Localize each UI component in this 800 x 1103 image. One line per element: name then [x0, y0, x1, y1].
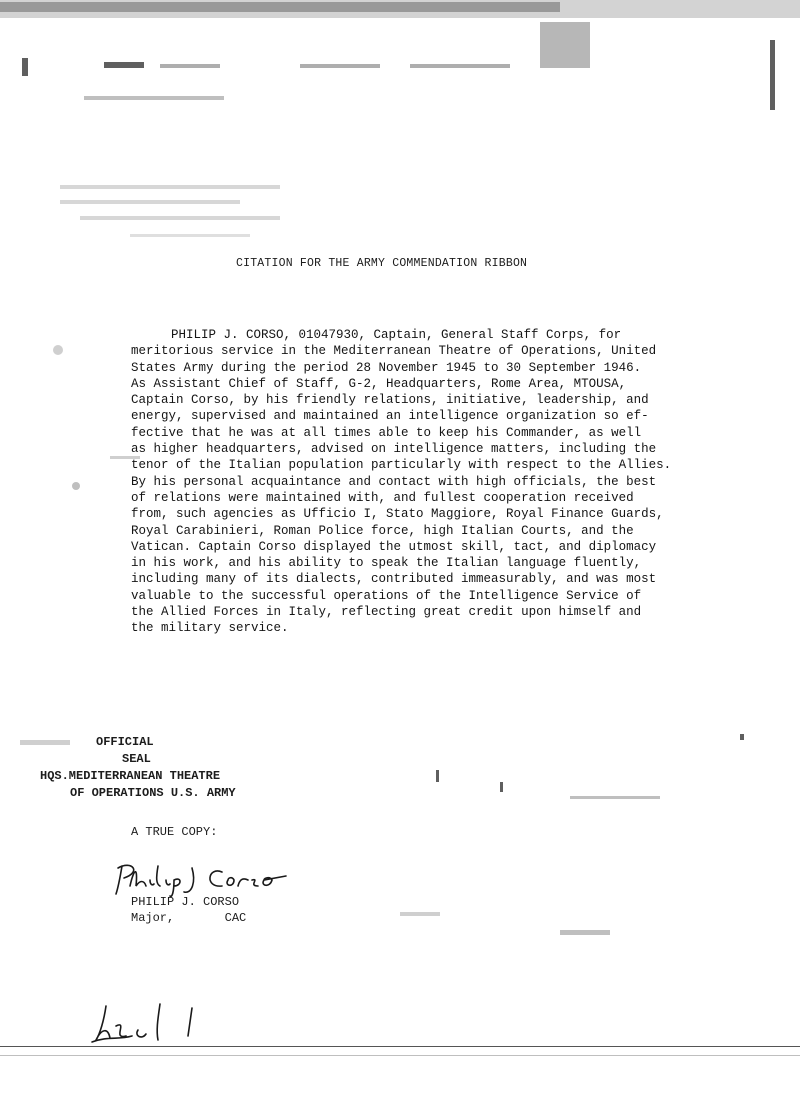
body-line: energy, supervised and maintained an intelligence organization so ef-: [131, 409, 649, 424]
body-line: Captain Corso, by his friendly relations, initiative, leadership, and: [131, 393, 649, 408]
handwritten-signature: [112, 858, 302, 898]
body-line: the Allied Forces in Italy, reflecting great credit upon himself and: [131, 605, 642, 620]
signer-name: PHILIP J. CORSO: [131, 895, 240, 909]
document-title: CITATION FOR THE ARMY COMMENDATION RIBBON: [236, 257, 528, 270]
body-line: as higher headquarters, advised on intelligence matters, including the: [131, 442, 657, 457]
seal-line: OFFICIAL: [96, 735, 154, 749]
citation-body: [131, 327, 711, 637]
body-line: By his personal acquaintance and contact with high officials, the best: [131, 474, 657, 489]
body-line: of relations were maintained with, and fullest cooperation received: [131, 490, 634, 505]
seal-line: HQS.MEDITERRANEAN THEATRE: [40, 769, 221, 783]
signer-block: [131, 894, 246, 926]
true-copy-label: A TRUE COPY:: [131, 825, 218, 839]
body-line: valuable to the successful operations of the Intelligence Service of: [131, 588, 642, 603]
body-line: including many of its dialects, contributed immeasurably, and was most: [131, 572, 657, 587]
body-line: Royal Carabinieri, Roman Police force, high Italian Courts, and the: [131, 523, 634, 538]
body-line: Vatican. Captain Corso displayed the utmost skill, tact, and diplomacy: [131, 539, 657, 554]
seal-line: OF OPERATIONS U.S. ARMY: [70, 786, 236, 800]
body-line: in his work, and his ability to speak the Italian language fluently,: [131, 556, 642, 571]
official-seal: [40, 734, 236, 802]
body-line: tenor of the Italian population particularly with respect to the Allies.: [131, 458, 672, 473]
body-line: States Army during the period 28 November 1945 to 30 September 1946.: [131, 360, 642, 375]
divider: [0, 1046, 800, 1047]
body-line: from, such agencies as Ufficio I, Stato Maggiore, Royal Finance Guards,: [131, 507, 664, 522]
body-line: fective that he was at all times able to keep his Commander, as well: [131, 425, 642, 440]
handwritten-incl-note: [88, 1000, 218, 1046]
body-line: meritorious service in the Mediterranean Theatre of Operations, United: [131, 344, 657, 359]
body-line: PHILIP J. CORSO, 01047930, Captain, General Staff Corps, for: [171, 328, 622, 342]
signer-rank: Major, CAC: [131, 911, 247, 925]
body-line: the military service.: [131, 621, 289, 636]
seal-line: SEAL: [122, 752, 151, 766]
body-line: As Assistant Chief of Staff, G-2, Headquarters, Rome Area, MTOUSA,: [131, 376, 627, 391]
